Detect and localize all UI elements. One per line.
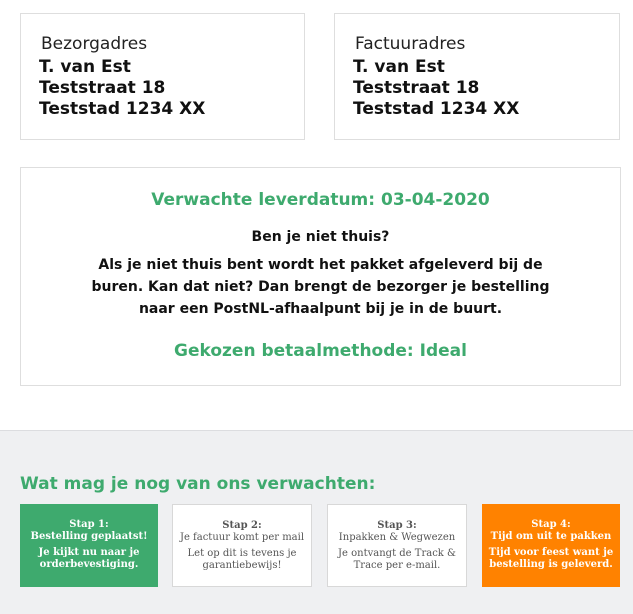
step-description: Je kijkt nu naar je orderbevestiging. — [38, 547, 140, 570]
step-heading: Stap 3: — [377, 520, 417, 531]
expectations-title: Wat mag je nog van ons verwachten: — [20, 474, 376, 494]
not-home-info: Als je niet thuis bent wordt het pakket afgeleverd bij de buren. Kan dat niet? Dan brengt de bezorger je bestelling naar een PostNL-afhaalpunt bij je in de buurt. — [91, 257, 550, 317]
step-heading: Stap 1: — [69, 519, 109, 530]
expected-delivery-date: Verwachte leverdatum: 03-04-2020 — [151, 190, 490, 210]
expectations-section — [0, 430, 633, 614]
billing-address-card — [334, 13, 620, 140]
billing-city: Teststad 1234 XX — [353, 99, 520, 119]
shipping-street: Teststraat 18 — [39, 78, 166, 98]
step-subtitle: Bestelling geplaatst! — [30, 531, 148, 542]
not-home-question: Ben je niet thuis? — [251, 229, 390, 245]
shipping-address-title: Bezorgadres — [41, 34, 148, 54]
step-4-card — [482, 504, 620, 587]
step-2-card — [172, 504, 312, 587]
billing-address-title: Factuuradres — [355, 34, 466, 54]
shipping-name: T. van Est — [39, 57, 131, 77]
step-subtitle: Inpakken & Wegwezen — [338, 532, 456, 543]
delivery-info-card — [20, 167, 621, 386]
shipping-city: Teststad 1234 XX — [39, 99, 206, 119]
step-subtitle: Je factuur komt per mail — [179, 532, 305, 543]
step-heading: Stap 4: — [531, 519, 571, 530]
payment-method: Gekozen betaalmethode: Ideal — [174, 341, 467, 361]
step-subtitle: Tijd om uit te pakken — [490, 531, 612, 542]
step-1-card — [20, 504, 158, 587]
billing-street: Teststraat 18 — [353, 78, 480, 98]
step-description: Let op dit is tevens je garantiebewijs! — [187, 548, 297, 571]
step-3-card — [327, 504, 467, 587]
step-description: Je ontvangt de Track & Trace per e-mail. — [338, 548, 456, 571]
step-heading: Stap 2: — [222, 520, 262, 531]
billing-name: T. van Est — [353, 57, 445, 77]
shipping-address-card — [20, 13, 305, 140]
step-description: Tijd voor feest want je bestelling is geleverd. — [488, 547, 614, 570]
